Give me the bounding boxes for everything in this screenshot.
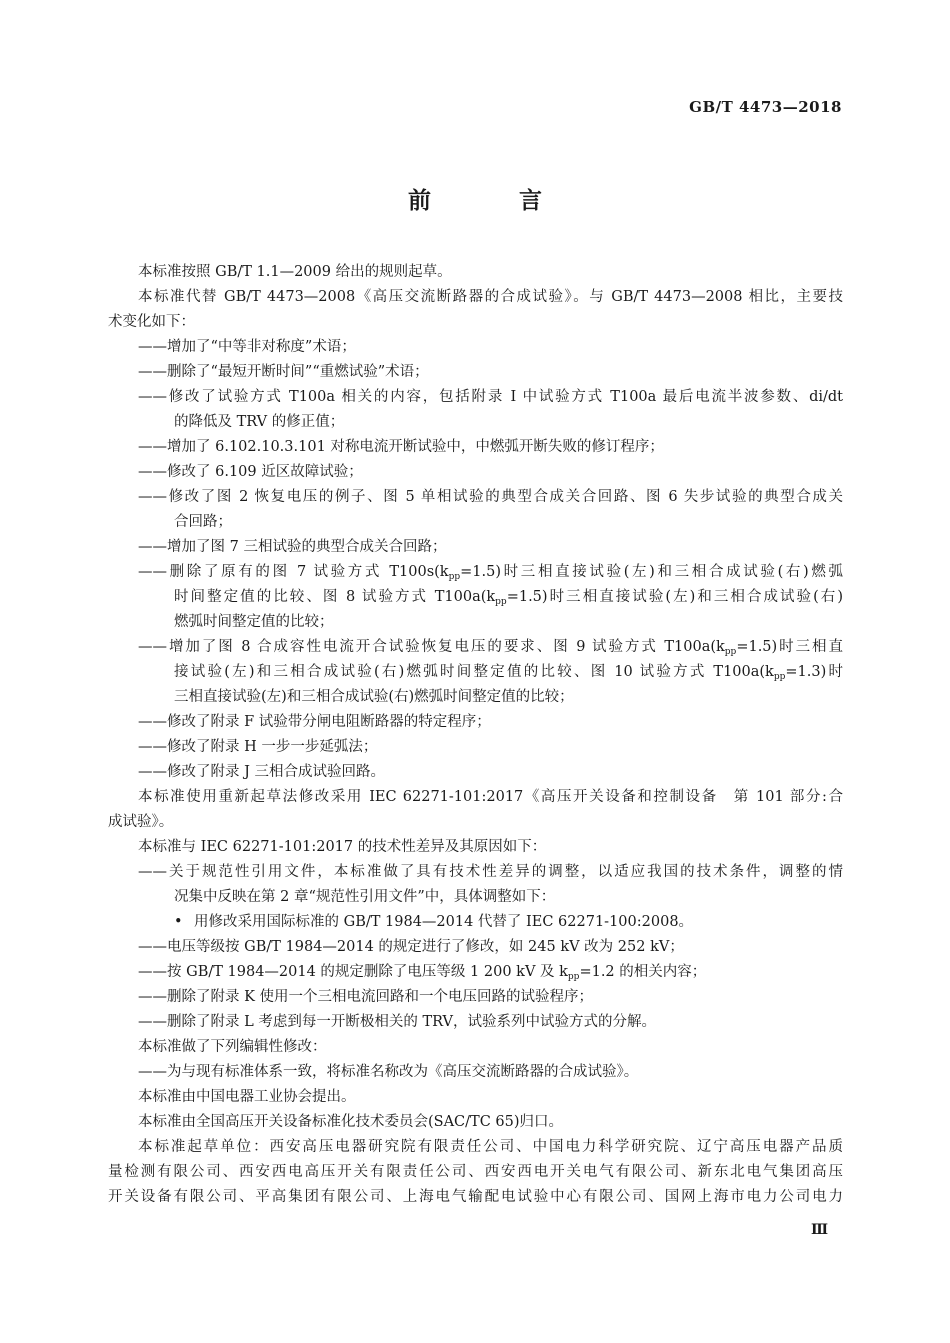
line-text: ——增加了图 8 合成容性电流开合试验恢复电压的要求、图 9 试验方式 T100a(k — [138, 639, 725, 655]
document-body — [108, 260, 843, 1210]
line-text: ——增加了“中等非对称度”术语； — [138, 339, 356, 355]
line-text: ——修改了图 2 恢复电压的例子、图 5 单相试验的典型合成关合回路、图 6 失步试验的典型合成关 — [138, 489, 843, 505]
line-text: ——为与现有标准体系一致，将标准名称改为《高压交流断路器的合成试验》。 — [138, 1064, 639, 1080]
line-text: ——修改了附录 H 一步一步延弧法； — [138, 739, 378, 755]
list-item — [108, 735, 843, 760]
line-text-after-subscript: =1.3)时 — [785, 664, 843, 680]
subscript-text: pp — [495, 597, 507, 607]
list-item — [108, 535, 843, 560]
list-item-continuation — [108, 660, 843, 685]
paragraph-line — [108, 1035, 843, 1060]
line-text-after-subscript: =1.5)时三相直接试验(左)和三相合成试验(右)燃弧 — [460, 564, 843, 580]
line-text: ——关于规范性引用文件，本标准做了具有技术性差异的调整，以适应我国的技术条件，调整的情 — [138, 864, 843, 880]
list-item — [108, 360, 843, 385]
line-text: ——按 GB/T 1984—2014 的规定删除了电压等级 1 200 kV 及 k — [138, 964, 568, 980]
list-item — [108, 1010, 843, 1035]
line-text: 三相直接试验(左)和三相合成试验(右)燃弧时间整定值的比较； — [174, 689, 574, 705]
page-title: 前 言 — [407, 188, 582, 214]
subscript-text: pp — [724, 647, 737, 657]
list-item — [108, 560, 843, 585]
line-text: 量检测有限公司、西安西电高压开关有限责任公司、西安西电开关电气有限公司、新东北电气集团高压 — [108, 1164, 843, 1180]
page-number: Ⅲ — [810, 1222, 828, 1238]
line-text: 本标准与 IEC 62271-101:2017 的技术性差异及其原因如下： — [138, 839, 547, 855]
list-item — [108, 985, 843, 1010]
list-item — [108, 385, 843, 410]
line-text-after-subscript: =1.5)时三相直接试验(左)和三相合成试验(右) — [506, 589, 843, 605]
list-item-continuation — [108, 410, 843, 435]
list-item — [108, 935, 843, 960]
list-item-continuation — [108, 885, 843, 910]
line-text: 时间整定值的比较、图 8 试验方式 T100a(k — [174, 589, 496, 605]
list-item-continuation — [108, 585, 843, 610]
line-text: 本标准由全国高压开关设备标准化技术委员会(SAC/TC 65)归口。 — [138, 1114, 564, 1130]
line-text: 接试验(左)和三相合成试验(右)燃弧时间整定值的比较、图 10 试验方式 T100a(k — [174, 664, 774, 680]
line-text: ——删除了“最短开断时间”“重燃试验”术语； — [138, 364, 429, 380]
list-item — [108, 635, 843, 660]
list-item — [108, 460, 843, 485]
list-item — [108, 485, 843, 510]
subscript-text: pp — [567, 972, 580, 982]
list-item — [108, 435, 843, 460]
line-text: 本标准按照 GB/T 1.1—2009 给出的规则起草。 — [138, 264, 452, 280]
paragraph-line — [108, 835, 843, 860]
paragraph-continuation — [108, 810, 843, 835]
paragraph-continuation — [108, 1185, 843, 1210]
paragraph-line — [108, 1110, 843, 1135]
line-text: ——修改了附录 J 三相合成试验回路。 — [138, 764, 386, 780]
line-text: 成试验》。 — [108, 814, 174, 830]
line-text: ——删除了附录 L 考虑到每一开断极相关的 TRV，试验系列中试验方式的分解。 — [138, 1014, 656, 1030]
line-text: 况集中反映在第 2 章“规范性引用文件”中，具体调整如下： — [174, 889, 556, 905]
paragraph-line — [108, 1135, 843, 1160]
paragraph-line — [108, 785, 843, 810]
line-text: 开关设备有限公司、平高集团有限公司、上海电气输配电试验中心有限公司、国网上海市电力公司电力 — [108, 1189, 843, 1205]
standard-code: GB/T 4473—2018 — [689, 98, 842, 116]
line-text: 本标准使用重新起草法修改采用 IEC 62271-101:2017《高压开关设备和控制设备 第 101 部分:合 — [138, 789, 843, 805]
paragraph-continuation — [108, 310, 843, 335]
line-text: ——电压等级按 GB/T 1984—2014 的规定进行了修改，如 245 kV 改为 252 kV； — [138, 939, 684, 955]
list-item — [108, 1060, 843, 1085]
line-text: 用修改采用国际标准的 GB/T 1984—2014 代替了 IEC 62271-100:2008。 — [194, 914, 694, 930]
bullet-item — [108, 910, 843, 935]
line-text-after-subscript: =1.5)时三相直 — [736, 639, 843, 655]
paragraph-line — [108, 285, 843, 310]
subscript-text: pp — [448, 572, 461, 582]
line-text: ——增加了图 7 三相试验的典型合成关合回路； — [138, 539, 447, 555]
line-text: 本标准做了下列编辑性修改： — [138, 1039, 327, 1055]
line-text: ——删除了原有的图 7 试验方式 T100s(k — [138, 564, 449, 580]
line-text: ——修改了附录 F 试验带分闸电阻断路器的特定程序； — [138, 714, 491, 730]
list-item-continuation — [108, 610, 843, 635]
list-item — [108, 760, 843, 785]
subscript-text: pp — [773, 672, 786, 682]
line-text: 本标准起草单位：西安高压电器研究院有限责任公司、中国电力科学研究院、辽宁高压电器产品质 — [138, 1139, 843, 1155]
list-item — [108, 860, 843, 885]
line-text: 的降低及 TRV 的修正值； — [174, 414, 345, 430]
bullet-icon: • — [174, 914, 183, 930]
line-text: 合回路； — [174, 514, 232, 530]
line-text: ——删除了附录 K 使用一个三相电流回路和一个电压回路的试验程序； — [138, 989, 594, 1005]
list-item-continuation — [108, 510, 843, 535]
list-item — [108, 335, 843, 360]
paragraph-line — [108, 260, 843, 285]
line-text: 术变化如下： — [108, 314, 195, 330]
list-item — [108, 710, 843, 735]
line-text: ——修改了试验方式 T100a 相关的内容，包括附录 I 中试验方式 T100a 最后电流半波参数、di/dt — [138, 389, 843, 405]
line-text-after-subscript: =1.2 的相关内容； — [579, 964, 707, 980]
line-text: 本标准由中国电器工业协会提出。 — [138, 1089, 356, 1105]
line-text: 本标准代替 GB/T 4473—2008《高压交流断路器的合成试验》。与 GB/T 4473—2008 相比，主要技 — [138, 289, 843, 305]
paragraph-continuation — [108, 1160, 843, 1185]
list-item-continuation — [108, 685, 843, 710]
list-item — [108, 960, 843, 985]
line-text: ——修改了 6.109 近区故障试验； — [138, 464, 363, 480]
line-text: 燃弧时间整定值的比较； — [174, 614, 334, 630]
line-text: ——增加了 6.102.10.3.101 对称电流开断试验中，中燃弧开断失败的修订程序； — [138, 439, 664, 455]
paragraph-line — [108, 1085, 843, 1110]
